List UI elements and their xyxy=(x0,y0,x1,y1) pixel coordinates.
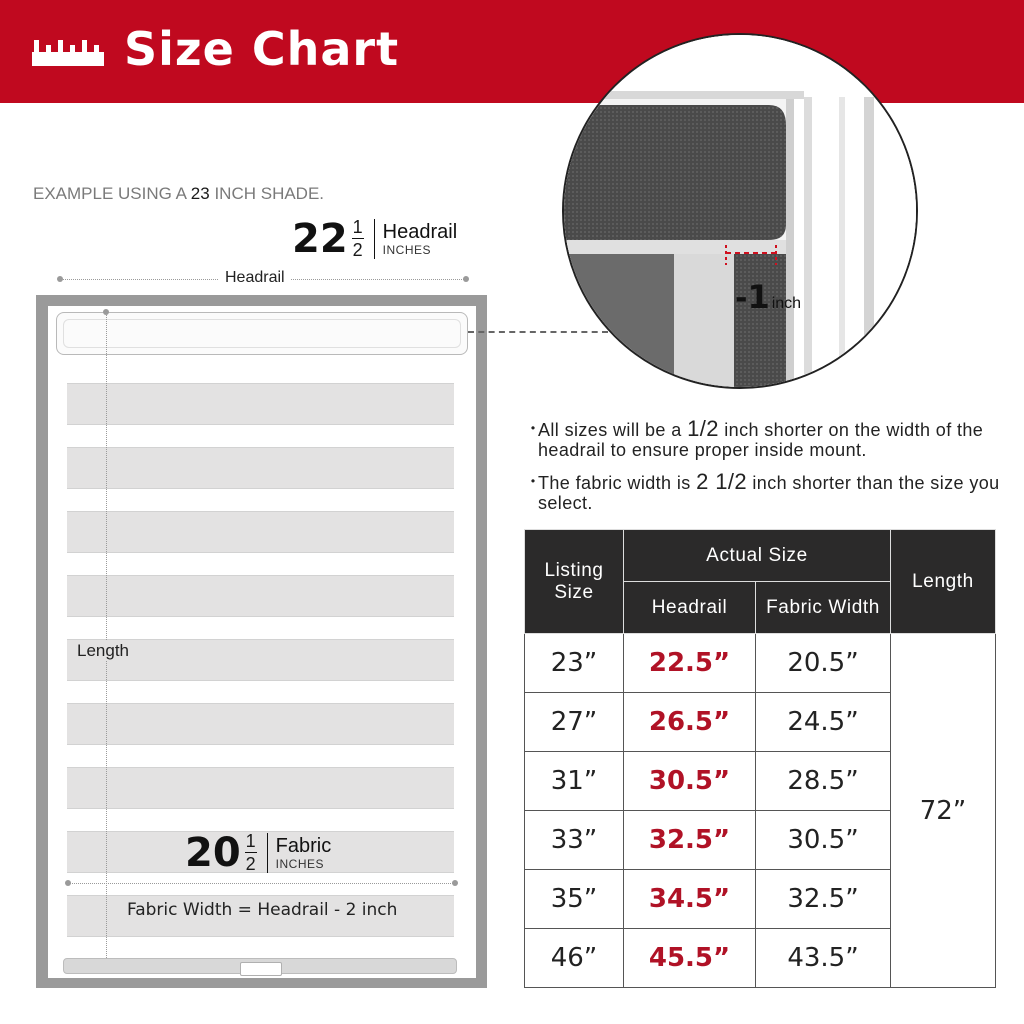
note-item xyxy=(524,469,1004,513)
page-title: Size Chart xyxy=(124,22,400,76)
zoom-measurement-label xyxy=(735,278,801,316)
listing-size-cell: 31” xyxy=(525,752,624,811)
dimension-endpoint xyxy=(463,276,469,282)
headrail-cell: 26.5” xyxy=(624,693,756,752)
headrail-cassette xyxy=(56,312,468,355)
headrail-denominator: 2 xyxy=(352,240,363,260)
note-highlight: 2 1/2 xyxy=(696,469,747,494)
headrail-measure-text xyxy=(383,221,457,257)
fabric-whole: 20 xyxy=(185,829,241,876)
headrail-cell: 22.5” xyxy=(624,634,756,693)
note-highlight: 1/2 xyxy=(687,416,719,441)
fabric-measure-label: Fabric xyxy=(275,834,332,857)
fabric-width-cell: 24.5” xyxy=(756,693,891,752)
divider xyxy=(267,833,268,873)
listing-size-cell: 46” xyxy=(525,929,624,988)
length-cell: 72” xyxy=(891,634,996,988)
fabric-width-cell: 20.5” xyxy=(756,634,891,693)
zoom-detail-circle xyxy=(562,33,918,389)
blind-stripe xyxy=(67,383,454,425)
header-headrail: Headrail xyxy=(624,582,756,634)
fabric-measure-unit: INCHES xyxy=(275,856,325,871)
bullet: ・ xyxy=(524,419,543,439)
headrail-dimension-label: Headrail xyxy=(219,269,291,287)
fabric-width-cell: 32.5” xyxy=(756,870,891,929)
example-caption xyxy=(33,184,324,204)
blind-stripe xyxy=(67,703,454,745)
fabric-measurement xyxy=(185,829,332,876)
example-prefix: EXAMPLE USING A xyxy=(33,184,187,203)
zoom-detail-illustration xyxy=(564,35,918,389)
note-text: inch shorter than the size you select. xyxy=(538,473,1000,513)
listing-size-cell: 35” xyxy=(525,870,624,929)
headrail-cell: 30.5” xyxy=(624,752,756,811)
listing-size-cell: 23” xyxy=(525,634,624,693)
fabric-width-cell: 30.5” xyxy=(756,811,891,870)
fabric-measure-text xyxy=(276,835,332,871)
example-number: 23 xyxy=(190,184,210,203)
headrail-numerator: 1 xyxy=(352,217,363,237)
dimension-endpoint xyxy=(57,276,63,282)
listing-size-cell: 27” xyxy=(525,693,624,752)
fabric-dimension-line xyxy=(68,883,455,884)
headrail-cell: 32.5” xyxy=(624,811,756,870)
length-label: Length xyxy=(77,641,129,660)
blind-stripe xyxy=(67,767,454,809)
fabric-width-cell: 28.5” xyxy=(756,752,891,811)
dimension-endpoint xyxy=(103,309,109,315)
zoom-minus: - xyxy=(735,281,748,316)
fabric-denominator: 2 xyxy=(245,854,256,874)
blind-stripe xyxy=(67,511,454,553)
fabric-fraction xyxy=(245,832,257,873)
header-actual-size: Actual Size xyxy=(624,530,891,582)
zoom-unit: inch xyxy=(771,295,802,312)
blind-stripe xyxy=(67,575,454,617)
dimension-endpoint xyxy=(452,880,458,886)
blind-stripe xyxy=(67,447,454,489)
ruler-icon xyxy=(32,40,104,66)
note-item xyxy=(524,416,1004,460)
headrail-measure-unit: INCHES xyxy=(382,242,432,257)
notes-list xyxy=(524,416,1004,525)
fabric-width-cell: 43.5” xyxy=(756,929,891,988)
note-text: The fabric width is xyxy=(538,473,691,493)
headrail-cell: 45.5” xyxy=(624,929,756,988)
fraction-bar xyxy=(352,238,364,239)
example-suffix: INCH SHADE. xyxy=(214,184,325,203)
header-length: Length xyxy=(891,530,996,634)
headrail-fraction xyxy=(352,218,364,259)
dimension-endpoint xyxy=(65,880,71,886)
fabric-width-formula: Fabric Width = Headrail - 2 inch xyxy=(127,900,398,920)
note-text: All sizes will be a xyxy=(538,420,682,440)
zoom-value: 1 xyxy=(747,278,770,316)
headrail-measurement xyxy=(292,215,458,262)
note-text: inch shorter on the width of the headrail to ensure proper inside mount. xyxy=(538,420,984,460)
fabric-numerator: 1 xyxy=(245,831,256,851)
headrail-measure-label: Headrail xyxy=(382,220,458,243)
header-listing-size: Listing Size xyxy=(525,530,624,634)
divider xyxy=(374,219,375,259)
header-fabric-width: Fabric Width xyxy=(756,582,891,634)
pull-handle xyxy=(240,962,282,976)
table-row xyxy=(525,634,996,693)
fraction-bar xyxy=(245,852,257,853)
listing-size-cell: 33” xyxy=(525,811,624,870)
headrail-whole: 22 xyxy=(292,215,348,262)
size-table xyxy=(524,529,996,988)
bullet: ・ xyxy=(524,472,543,492)
headrail-cell: 34.5” xyxy=(624,870,756,929)
